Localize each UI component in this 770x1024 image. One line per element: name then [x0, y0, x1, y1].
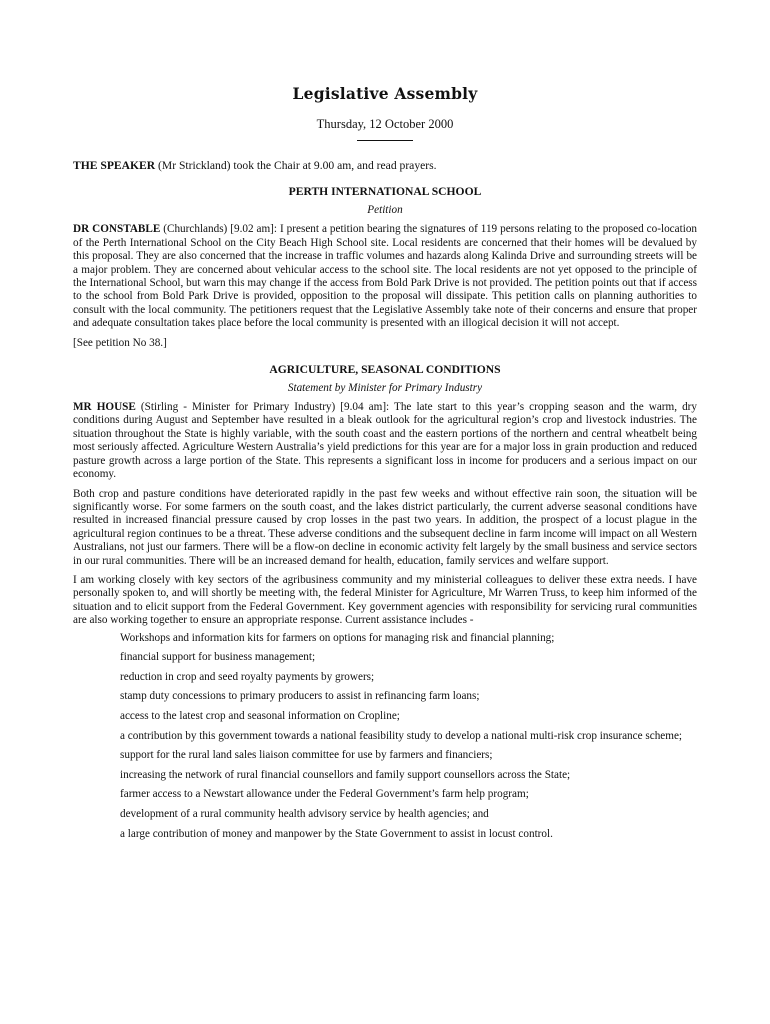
hansard-page	[73, 84, 697, 847]
list-item: farmer access to a Newstart allowance under the Federal Government’s farm help program;	[120, 788, 529, 801]
section-heading-petition: PERTH INTERNATIONAL SCHOOL	[288, 185, 482, 199]
statement-paragraph-3: I am working closely with key sectors of the agribusiness community and my ministerial colleagues to deliver these extra needs. I have personally spoken to, and will shortly be meeting with, the federal Minister for Agriculture, Mr Warren Truss, to keep him informed of the situation and to elicit support from the Federal Government. Key government agencies with responsibility for servicing rural communities are also working together to ensure an appropriate response. Current assistance includes -	[73, 573, 697, 627]
assistance-list	[73, 632, 697, 841]
list-item: stamp duty concessions to primary producers to assist in refinancing farm loans;	[120, 690, 480, 703]
list-item: access to the latest crop and seasonal information on Cropline;	[120, 709, 400, 722]
list-item: a large contribution of money and manpower by the State Government to assist in locust control.	[120, 827, 553, 840]
statement-paragraph-1	[73, 401, 697, 481]
section-heading-agriculture: AGRICULTURE, SEASONAL CONDITIONS	[269, 363, 501, 377]
petition-paragraph	[73, 223, 697, 330]
sitting-date: Thursday, 12 October 2000	[316, 117, 454, 131]
list-item: a contribution by this government towards a national feasibility study to develop a national multi-risk crop insurance scheme;	[120, 729, 683, 742]
opening-text: (Mr Strickland) took the Chair at 9.00 am, and read prayers.	[155, 159, 437, 172]
list-item: financial support for business management;	[120, 651, 316, 664]
section-subheading-agriculture: Statement by Minister for Primary Industry	[287, 382, 483, 395]
list-item: reduction in crop and seed royalty payments by growers;	[120, 670, 375, 683]
opening-paragraph	[73, 159, 697, 172]
statement-paragraph-2: Both crop and pasture conditions have deteriorated rapidly in the past few weeks and without effective rain soon, the situation will be significantly worse. For some farmers on the south coast, and the lakes district particularly, the current adverse seasonal conditions have resulted in increased financial pressure caused by crop losses in the past two years. In addition, the prospect of a locust plague in the agricultural region continues to be a threat. These adverse conditions and the subsequent decline in farm income will impact on all Western Australians, not just our farmers. There will be a flow-on decline in economic activity felt largely by the small business and service sectors in our rural communities. There will be an increased demand for health, education, family services and welfare support.	[73, 487, 697, 567]
statement-text-1: (Stirling - Minister for Primary Industry) [9.04 am]: The late start to this year’s cropping season and the warm, dry conditions during August and September have resulted in a bleak outlook for the agricultural region’s crop and livestock industries. The situation throughout the State is highly variable, with the south coast and the eastern portions of the northern and central wheatbelt being most seriously affected. Agriculture Western Australia’s yield predictions for this year are for a major loss in grain production and reduced pasture growth across a large portion of the State. This represents a significant loss in income for producers and a serious impact on our economy.	[73, 401, 698, 481]
masthead-title: Legislative Assembly	[292, 84, 478, 103]
speaker-name: DR CONSTABLE	[73, 223, 161, 236]
speaker-name: MR HOUSE	[73, 401, 136, 414]
list-item: support for the rural land sales liaison committee for use by farmers and financiers;	[120, 749, 493, 762]
list-item: increasing the network of rural financial counsellors and family support counsellors across the State;	[120, 768, 571, 781]
list-item: development of a rural community health advisory service by health agencies; and	[120, 807, 489, 820]
petition-text: (Churchlands) [9.02 am]: I present a petition bearing the signatures of 119 persons relating to the proposed co-location of the Perth International School on the City Beach High School site. Local residents are concerned that their homes will be devalued by this proposal. They are also concerned that the increase in traffic volumes and hazards along Kalinda Drive and surrounding streets will be a major problem. They are concerned about vehicular access to the school site. The local residents are not yet opposed to the principle of the International School, but warn this may change if the access from Bold Park Drive is not provided. The petition points out that if access to the school from Bold Park Drive is provided, opposition to the proposal will dissipate. This petition calls on planning authorities to consult with the local community. The petitioners request that the Legislative Assembly take note of their concerns and ensure that proper and adequate consultation takes place before the local community is presented with an illogical decision it will not accept.	[73, 223, 698, 330]
date-rule	[357, 140, 413, 141]
speaker-name: THE SPEAKER	[73, 159, 156, 172]
petition-note: [See petition No 38.]	[73, 336, 167, 349]
list-item: Workshops and information kits for farmers on options for managing risk and financial planning;	[120, 631, 555, 644]
section-subheading-petition: Petition	[367, 204, 403, 217]
